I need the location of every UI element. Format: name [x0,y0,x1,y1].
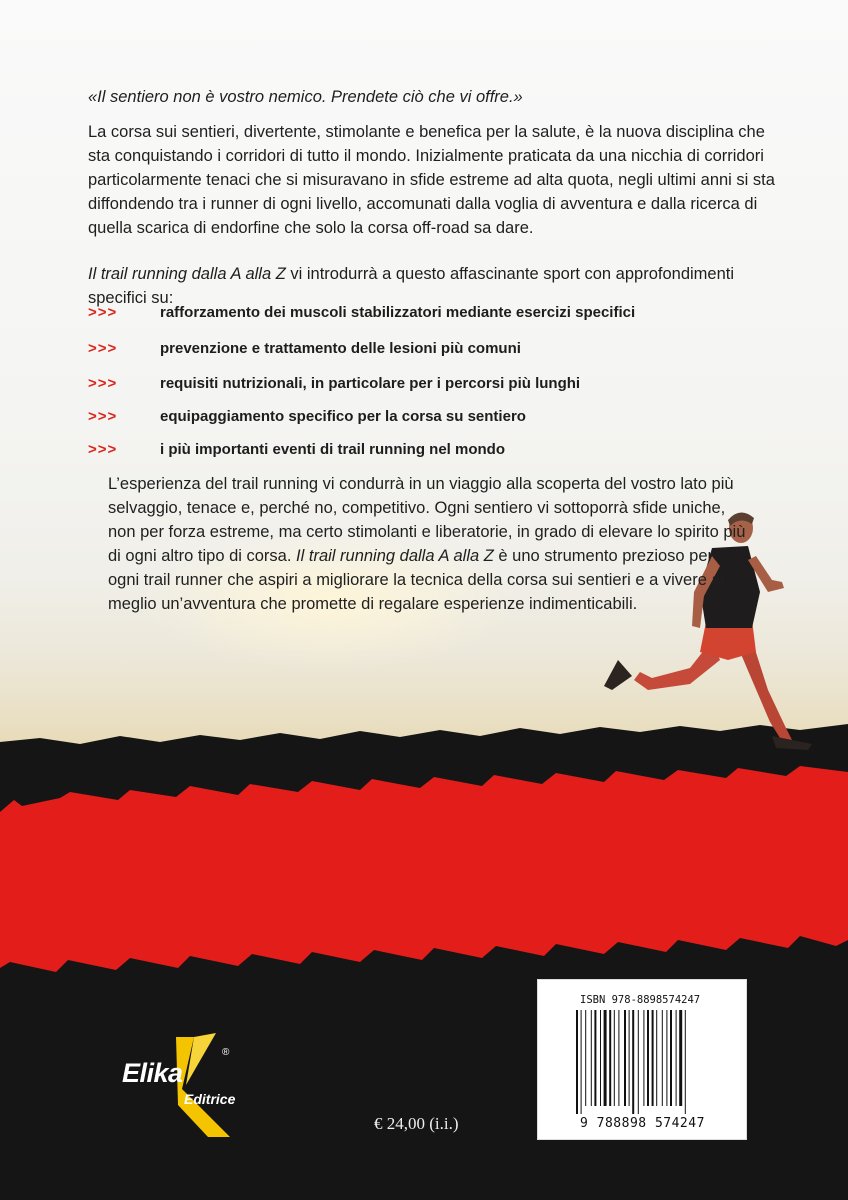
barcode-bar [600,1010,601,1106]
barcode-bar [656,1010,657,1106]
barcode-bar [624,1010,626,1106]
barcode-panel [537,979,747,1140]
barcode-bar [614,1010,615,1106]
barcode-bar [679,1010,682,1106]
red-arrow-icon: >>> [88,408,118,425]
barcode-bar [629,1010,630,1106]
barcode-bar [647,1010,649,1106]
barcode-bar [591,1010,592,1106]
closing-text-1: L’esperienza del trail running vi condurrà in un viaggio alla scoperta del vostro lato più selvaggio, tenace e, perché no, competitivo. Ogni sentiero vi sottoporrà sfide uniche, non per forza estreme, ma certo stimolanti e liberatorie, in grado di elevare lo spirito più di ogni altro tipo di corsa. [108,475,746,565]
feature-label: requisiti nutrizionali, in particolare per i percorsi più lunghi [160,375,581,392]
price-label: € 24,00 (i.i.) [374,1114,459,1133]
feature-item [88,304,728,321]
publisher-logo [98,1025,268,1145]
isbn-label: ISBN 978-8898574247 [580,994,701,1006]
book-title-italic: Il trail running dalla A alla Z [88,265,286,283]
publisher-name: Elika [122,1058,183,1088]
red-serrated-band [0,766,848,972]
barcode-bar [594,1010,596,1106]
closing-text-2: è uno strumento prezioso per ogni trail runner che aspiri a migliorare la tecnica della corsa sui sentieri e a vivere al meglio un’avventura che promette di regalare esperienze indimenticabili. [108,547,725,613]
feature-item [88,408,728,425]
feature-label: rafforzamento dei muscoli stabilizzatori mediante esercizi specifici [160,304,636,321]
barcode-bar [576,1010,578,1114]
barcode-bar [638,1010,639,1114]
publisher-subtitle: Editrice [184,1091,236,1107]
barcode-bar [670,1010,672,1106]
barcode-bar [609,1010,611,1106]
barcode-bar [581,1010,582,1114]
feature-item [88,340,728,357]
barcode-bar [685,1010,686,1114]
barcode-bar [585,1010,586,1106]
barcode-bars [574,1010,714,1114]
barcode-bar [604,1010,607,1106]
topics-intro-text: vi introdurrà a questo affascinante sport con approfondimenti specifici su: [88,265,735,307]
barcode-bar [662,1010,663,1106]
feature-label: prevenzione e trattamento delle lesioni più comuni [160,340,521,357]
feature-item [88,441,728,458]
red-arrow-icon: >>> [88,340,118,357]
barcode-bar [652,1010,654,1106]
red-arrow-icon: >>> [88,304,118,321]
feature-item [88,375,728,392]
intro-paragraph: La corsa sui sentieri, divertente, stimolante e benefica per la salute, è la nuova disciplina che sta conquistando i corridori di tutto il mondo. Inizialmente praticata da una nicchia di corridori particolarmente tenaci che si misuravano in sfide estreme ad alta quota, negli ultimi anni si sta diffondendo tra i runner di ogni livello, accomunati dalla voglia di avventura e dalla ricerca di quella scarica di endorfine che solo la corsa off-road sa dare. [88,123,775,237]
closing-paragraph [108,472,748,616]
barcode-bar [643,1010,644,1106]
registered-mark: ® [222,1047,230,1058]
barcode-bar [676,1010,677,1106]
barcode-bar [632,1010,634,1114]
feature-label: i più importanti eventi di trail running nel mondo [160,441,505,458]
red-arrow-icon: >>> [88,375,118,392]
book-title-italic: Il trail running dalla A alla Z [296,547,494,565]
feature-label: equipaggiamento specifico per la corsa su sentiero [160,408,526,425]
barcode-bar [618,1010,619,1106]
cover-quote: «Il sentiero non è vostro nemico. Prendete ciò che vi offre.» [88,88,523,106]
barcode-number: 9 788898 574247 [580,1116,705,1131]
topics-intro [88,262,778,310]
red-arrow-icon: >>> [88,441,118,458]
barcode-bar [666,1010,667,1106]
